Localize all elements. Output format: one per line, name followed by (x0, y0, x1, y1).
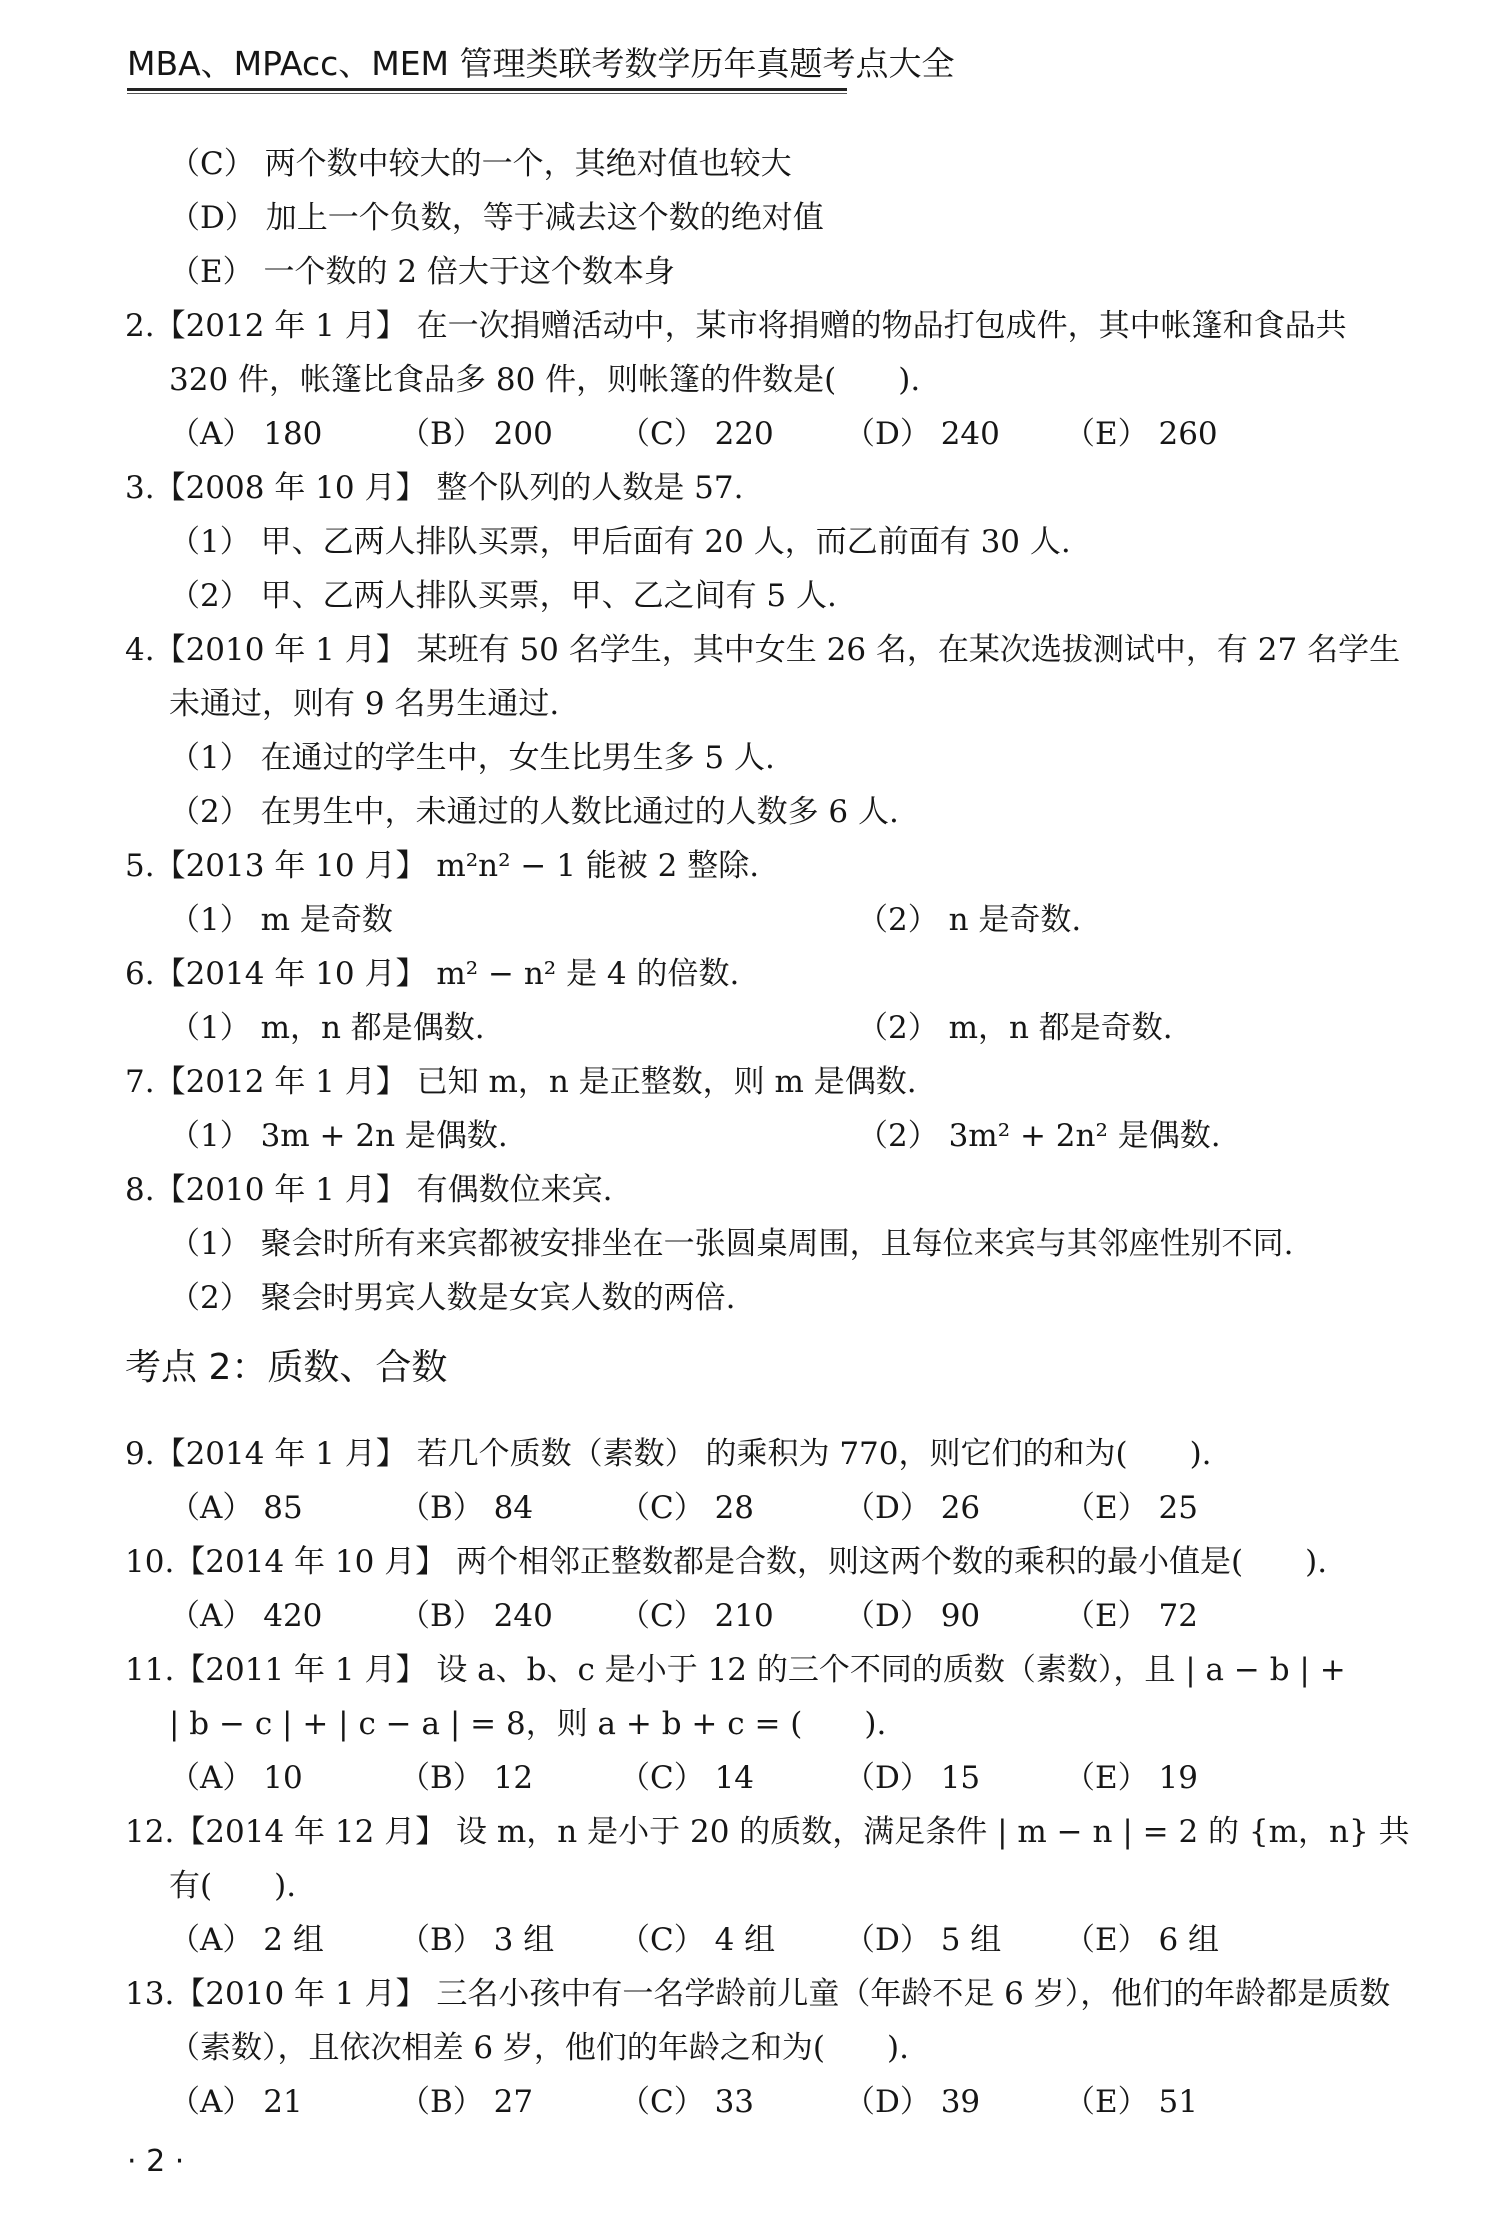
question-8-text: 8.【2010 年 1 月】 有偶数位来宾. (125, 1172, 613, 1208)
option-d: （D） 15 (844, 1760, 981, 1796)
condition-2: （2） m，n 都是奇数. (857, 1010, 1173, 1046)
question-9-text: 9.【2014 年 1 月】 若几个质数（素数） 的乘积为 770，则它们的和为( ). (125, 1436, 1212, 1472)
condition-1: （1） m，n 都是偶数. (169, 1010, 485, 1046)
option-e: （E） 260 (1064, 416, 1218, 452)
option-c: （C） 210 (619, 1598, 774, 1634)
question-5-conditions (169, 899, 1081, 941)
choice-line: （E） 一个数的 2 倍大于这个数本身 (169, 254, 675, 290)
option-d: （D） 90 (844, 1598, 981, 1634)
option-c: （C） 33 (619, 2084, 755, 2120)
question-10-options (169, 1595, 1198, 1637)
question-12-options (169, 1919, 1219, 1961)
condition-2: （2） n 是奇数. (857, 902, 1082, 938)
option-e: （E） 72 (1064, 1598, 1198, 1634)
option-b: （B） 84 (399, 1490, 534, 1526)
question-12-text: 12.【2014 年 12 月】 设 m，n 是小于 20 的质数，满足条件 | m − n | = 2 的 {m，n} 共 (125, 1814, 1410, 1850)
option-d: （D） 5 组 (844, 1922, 1002, 1958)
option-e: （E） 51 (1064, 2084, 1198, 2120)
question-7-text: 7.【2012 年 1 月】 已知 m，n 是正整数，则 m 是偶数. (125, 1064, 917, 1100)
option-d: （D） 240 (844, 416, 1000, 452)
question-11-options (169, 1757, 1198, 1799)
header-rule-thin (127, 93, 847, 94)
question-12-text-cont: 有( ). (169, 1868, 297, 1904)
option-b: （B） 12 (399, 1760, 534, 1796)
question-13-options (169, 2081, 1198, 2123)
choice-line: （D） 加上一个负数，等于减去这个数的绝对值 (169, 200, 824, 236)
option-c: （C） 28 (619, 1490, 755, 1526)
condition-line: （1） 聚会时所有来宾都被安排坐在一张圆桌周围，且每位来宾与其邻座性别不同. (169, 1226, 1294, 1262)
condition-line: （2） 甲、乙两人排队买票，甲、乙之间有 5 人. (169, 578, 837, 614)
option-a: （A） 420 (169, 1598, 323, 1634)
option-a: （A） 85 (169, 1490, 303, 1526)
question-13-text-cont: （素数），且依次相差 6 岁，他们的年龄之和为( ). (169, 2030, 909, 2066)
question-10-text: 10.【2014 年 10 月】 两个相邻正整数都是合数，则这两个数的乘积的最小值是( ). (125, 1544, 1328, 1580)
option-a: （A） 21 (169, 2084, 303, 2120)
choice-line: （C） 两个数中较大的一个，其绝对值也较大 (169, 146, 792, 182)
condition-line: （2） 在男生中，未通过的人数比通过的人数多 6 人. (169, 794, 899, 830)
condition-1: （1） m 是奇数 (169, 902, 393, 938)
question-2-text-cont: 320 件，帐篷比食品多 80 件，则帐篷的件数是( ). (169, 362, 921, 398)
condition-line: （1） 在通过的学生中，女生比男生多 5 人. (169, 740, 775, 776)
question-11-text-cont: | b − c | + | c − a | = 8，则 a + b + c = ( ). (169, 1706, 887, 1742)
option-b: （B） 3 组 (399, 1922, 555, 1958)
option-e: （E） 6 组 (1064, 1922, 1220, 1958)
question-7-conditions (169, 1115, 1221, 1157)
running-header-title: MBA、MPAcc、MEM 管理类联考数学历年真题考点大全 (127, 44, 955, 83)
option-d: （D） 26 (844, 1490, 981, 1526)
question-4-text-cont: 未通过，则有 9 名男生通过. (169, 686, 560, 722)
question-5-text: 5.【2013 年 10 月】 m²n² − 1 能被 2 整除. (125, 848, 760, 884)
option-b: （B） 27 (399, 2084, 534, 2120)
question-11-text: 11.【2011 年 1 月】 设 a、b、c 是小于 12 的三个不同的质数（素数），且 | a − b | + (125, 1652, 1346, 1688)
option-c: （C） 4 组 (619, 1922, 776, 1958)
question-6-text: 6.【2014 年 10 月】 m² − n² 是 4 的倍数. (125, 956, 740, 992)
question-9-options (169, 1487, 1198, 1529)
option-a: （A） 180 (169, 416, 323, 452)
condition-line: （1） 甲、乙两人排队买票，甲后面有 20 人，而乙前面有 30 人. (169, 524, 1071, 560)
option-e: （E） 25 (1064, 1490, 1198, 1526)
option-c: （C） 14 (619, 1760, 755, 1796)
header-rule (127, 88, 847, 91)
question-3-text: 3.【2008 年 10 月】 整个队列的人数是 57. (125, 470, 744, 506)
question-4-text: 4.【2010 年 1 月】 某班有 50 名学生，其中女生 26 名，在某次选拔测试中，有 27 名学生 (125, 632, 1401, 668)
question-2-options (169, 413, 1218, 455)
option-b: （B） 200 (399, 416, 553, 452)
option-d: （D） 39 (844, 2084, 981, 2120)
page-number: · 2 · (127, 2144, 185, 2179)
condition-2: （2） 3m² + 2n² 是偶数. (857, 1118, 1221, 1154)
option-e: （E） 19 (1064, 1760, 1198, 1796)
question-13-text: 13.【2010 年 1 月】 三名小孩中有一名学龄前儿童（年龄不足 6 岁），他们的年龄都是质数 (125, 1976, 1391, 2012)
condition-1: （1） 3m + 2n 是偶数. (169, 1118, 508, 1154)
condition-line: （2） 聚会时男宾人数是女宾人数的两倍. (169, 1280, 736, 1316)
option-b: （B） 240 (399, 1598, 553, 1634)
option-c: （C） 220 (619, 416, 774, 452)
question-2-text: 2.【2012 年 1 月】 在一次捐赠活动中，某市将捐赠的物品打包成件，其中帐篷和食品共 (125, 308, 1347, 344)
question-6-conditions (169, 1007, 1173, 1049)
option-a: （A） 2 组 (169, 1922, 324, 1958)
section-heading: 考点 2：质数、合数 (125, 1347, 448, 1388)
option-a: （A） 10 (169, 1760, 303, 1796)
